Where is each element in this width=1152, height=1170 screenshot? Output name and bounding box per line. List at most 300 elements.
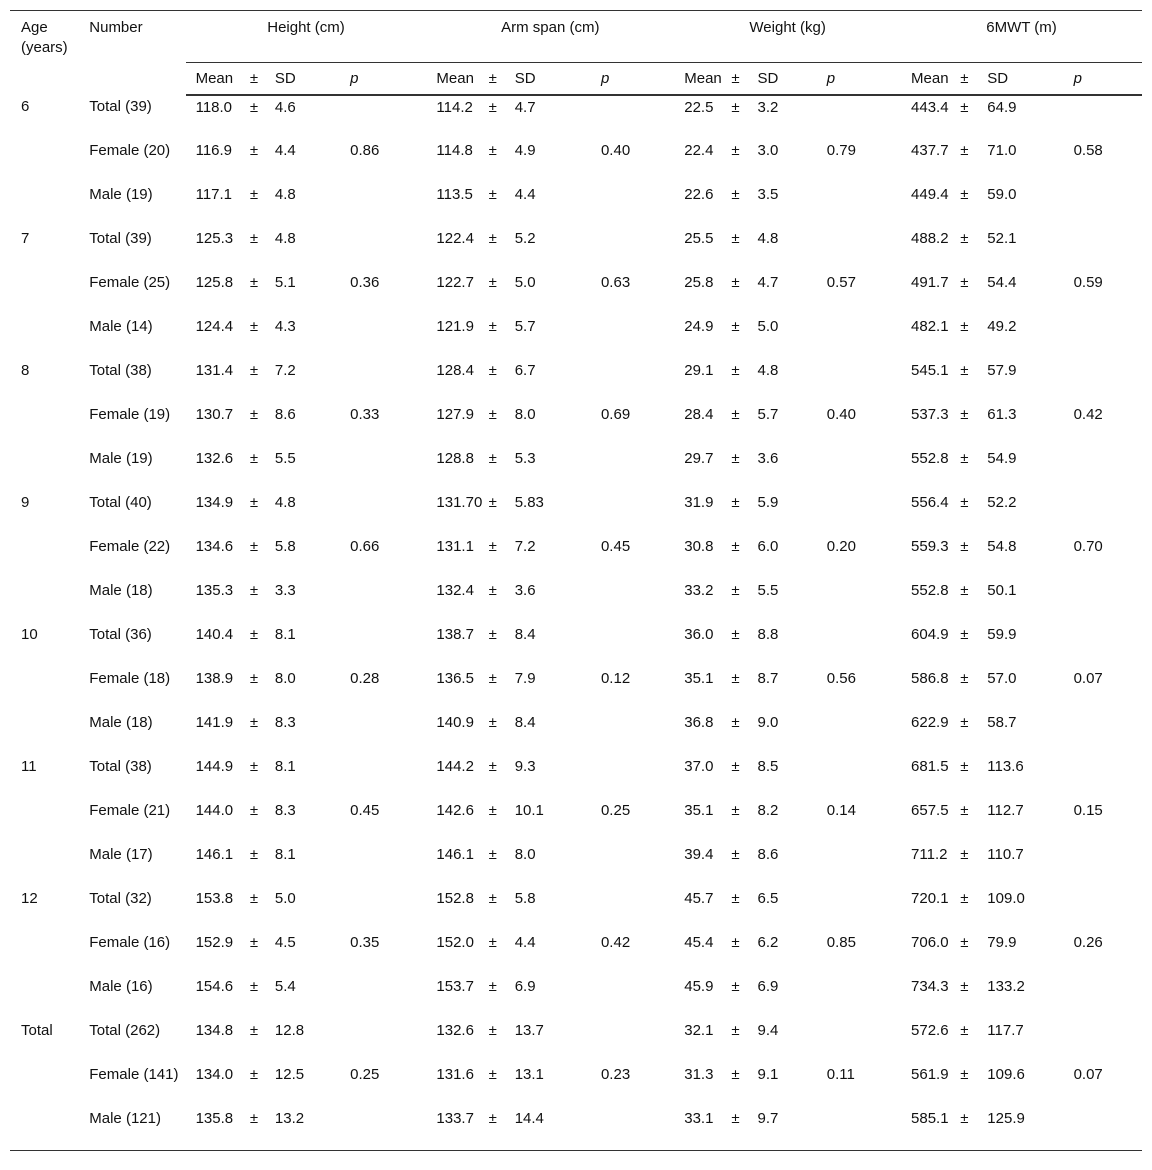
cell-mean: 144.0	[195, 801, 234, 819]
header-height: Height (cm)	[186, 11, 427, 63]
cell-plus-minus: ±	[731, 977, 740, 995]
cell-p-value	[601, 1019, 674, 1063]
cell-mean: 545.1	[911, 361, 949, 379]
table-row	[10, 447, 1142, 491]
cell-p-value: 0.58	[1073, 141, 1103, 159]
cell-plus-minus: ±	[731, 98, 740, 116]
cell-mean: 22.6	[684, 185, 714, 203]
cell-mean: 25.5	[684, 229, 714, 247]
cell-p-value	[1074, 623, 1142, 667]
cell-plus-minus: ±	[249, 977, 259, 995]
cell-sd: 6.2	[757, 933, 779, 951]
cell-plus-minus: ±	[731, 845, 740, 863]
cell-sd: 8.3	[274, 713, 296, 731]
cell-sd: 58.7	[987, 713, 1017, 731]
cell-mean: 443.4	[911, 98, 949, 116]
table-row	[10, 359, 1142, 403]
subheader-plus-minus: ±	[731, 63, 757, 95]
cell-age	[10, 843, 89, 887]
cell-sd: 8.2	[757, 801, 779, 819]
cell-mean: 136.5	[436, 669, 474, 687]
cell-mean: 720.1	[911, 889, 949, 907]
cell-plus-minus: ±	[960, 625, 969, 643]
cell-number: Male (19)	[89, 449, 153, 467]
cell-mean: 437.7	[911, 141, 949, 159]
cell-mean: 45.4	[684, 933, 714, 951]
cell-p-value: 0.56	[826, 669, 856, 687]
cell-sd: 8.0	[514, 845, 536, 863]
cell-sd: 8.0	[514, 405, 536, 423]
cell-plus-minus: ±	[960, 1107, 987, 1151]
cell-p-value	[827, 447, 901, 491]
cell-p-value: 0.07	[1073, 669, 1103, 687]
cell-sd: 5.0	[757, 317, 779, 335]
cell-plus-minus: ±	[488, 625, 497, 643]
cell-sd: 9.7	[758, 1107, 827, 1151]
cell-mean: 131.1	[436, 537, 474, 555]
cell-mean: 153.7	[436, 977, 474, 995]
cell-sd: 3.6	[514, 581, 536, 599]
cell-mean: 144.2	[436, 757, 474, 775]
table-row	[10, 931, 1142, 975]
cell-p-value	[1074, 1019, 1142, 1063]
table-row	[10, 315, 1142, 359]
cell-sd: 7.2	[514, 537, 536, 555]
cell-p-value: 0.40	[600, 141, 631, 159]
cell-p-value: 0.57	[826, 273, 856, 291]
cell-plus-minus: ±	[488, 1021, 497, 1039]
cell-plus-minus: ±	[731, 801, 740, 819]
cell-mean: 482.1	[911, 317, 949, 335]
cell-sd: 8.1	[274, 757, 296, 775]
cell-sd: 8.6	[757, 845, 779, 863]
cell-p-value: 0.42	[1073, 405, 1103, 423]
cell-p-value: 0.66	[350, 537, 380, 555]
cell-plus-minus: ±	[488, 493, 497, 511]
cell-sd: 4.4	[514, 933, 536, 951]
cell-sd: 4.8	[757, 361, 779, 379]
cell-p-value	[601, 315, 674, 359]
cell-sd: 10.1	[514, 801, 544, 819]
cell-sd: 117.7	[987, 1021, 1024, 1039]
cell-sd: 9.3	[514, 757, 536, 775]
cell-p-value	[827, 1107, 901, 1151]
cell-number: Total (39)	[89, 229, 152, 247]
subheader-sd: SD	[758, 63, 827, 95]
cell-p-value	[601, 887, 674, 931]
cell-sd: 61.3	[987, 405, 1017, 423]
cell-p-value	[1074, 447, 1142, 491]
cell-p-value	[350, 315, 426, 359]
cell-mean: 121.9	[436, 317, 474, 335]
subheader-p-value: p	[350, 63, 426, 95]
cell-sd: 5.0	[514, 273, 536, 291]
cell-mean: 133.7	[426, 1107, 488, 1151]
cell-mean: 491.7	[911, 273, 949, 291]
cell-mean: 132.6	[195, 449, 234, 467]
cell-sd: 7.2	[274, 361, 296, 379]
cell-age	[10, 139, 89, 183]
cell-p-value	[350, 843, 426, 887]
cell-plus-minus: ±	[731, 757, 740, 775]
cell-p-value	[1074, 711, 1142, 755]
cell-sd: 5.1	[274, 273, 296, 291]
cell-p-value	[601, 975, 674, 1019]
cell-mean: 152.8	[436, 889, 474, 907]
header-number: Number	[89, 11, 185, 95]
cell-mean: 152.9	[195, 933, 234, 951]
cell-p-value	[827, 579, 901, 623]
cell-mean: 22.4	[684, 141, 714, 159]
cell-sd: 5.7	[757, 405, 779, 423]
cell-p-value	[350, 975, 426, 1019]
cell-mean: 140.4	[195, 625, 234, 643]
cell-sd: 4.8	[274, 185, 296, 203]
cell-p-value	[827, 359, 901, 403]
cell-mean: 572.6	[911, 1021, 949, 1039]
cell-p-value	[1074, 183, 1142, 227]
cell-mean: 552.8	[911, 449, 949, 467]
cell-number: Total (39)	[89, 97, 152, 115]
cell-p-value: 0.63	[600, 273, 631, 291]
cell-mean: 134.9	[195, 493, 234, 511]
cell-p-value	[601, 491, 674, 535]
cell-number: Total (32)	[89, 889, 152, 907]
cell-mean: 130.7	[195, 405, 234, 423]
cell-age: 9	[21, 493, 30, 511]
cell-sd: 9.4	[757, 1021, 779, 1039]
cell-mean: 125.3	[195, 229, 234, 247]
cell-mean: 35.1	[684, 801, 714, 819]
cell-mean: 25.8	[684, 273, 714, 291]
cell-sd: 9.0	[757, 713, 779, 731]
cell-plus-minus: ±	[488, 98, 497, 116]
cell-plus-minus: ±	[249, 98, 259, 116]
cell-sd: 12.5	[274, 1065, 305, 1083]
cell-p-value	[1074, 359, 1142, 403]
cell-mean: 33.2	[684, 581, 714, 599]
cell-mean: 144.9	[195, 757, 234, 775]
cell-plus-minus: ±	[731, 1021, 740, 1039]
cell-age: 11	[21, 757, 37, 775]
cell-p-value	[1074, 579, 1142, 623]
cell-number: Male (121)	[89, 1107, 185, 1151]
cell-sd: 3.0	[757, 141, 779, 159]
cell-p-value	[601, 1107, 674, 1151]
cell-p-value	[601, 579, 674, 623]
cell-p-value: 0.20	[826, 537, 856, 555]
cell-sd: 4.4	[514, 185, 536, 203]
cell-plus-minus: ±	[249, 317, 259, 335]
cell-mean: 131.70	[436, 493, 483, 511]
cell-p-value	[350, 711, 426, 755]
cell-plus-minus: ±	[960, 98, 969, 116]
cell-age	[10, 579, 89, 623]
cell-plus-minus: ±	[249, 889, 259, 907]
cell-mean: 141.9	[195, 713, 234, 731]
header-arm-span: Arm span (cm)	[426, 11, 674, 63]
cell-sd: 8.4	[514, 625, 536, 643]
cell-number: Female (20)	[89, 141, 171, 159]
cell-mean: 113.5	[436, 185, 473, 203]
cell-plus-minus: ±	[488, 801, 497, 819]
cell-mean: 122.4	[436, 229, 474, 247]
cell-sd: 109.0	[987, 889, 1025, 907]
cell-p-value: 0.86	[350, 141, 380, 159]
cell-mean: 131.4	[195, 361, 234, 379]
subheader-p-value: p	[1074, 63, 1142, 95]
cell-plus-minus: ±	[731, 229, 740, 247]
cell-age	[10, 403, 89, 447]
cell-plus-minus: ±	[249, 449, 259, 467]
cell-sd: 8.8	[757, 625, 779, 643]
cell-age	[10, 975, 89, 1019]
cell-plus-minus: ±	[249, 185, 259, 203]
cell-sd: 6.9	[514, 977, 536, 995]
cell-plus-minus: ±	[960, 229, 969, 247]
cell-plus-minus: ±	[488, 1065, 497, 1083]
cell-age: 8	[21, 361, 30, 379]
cell-p-value	[1074, 755, 1142, 799]
table-row	[10, 887, 1142, 931]
cell-sd: 125.9	[987, 1107, 1073, 1151]
cell-plus-minus: ±	[960, 669, 969, 687]
cell-plus-minus: ±	[960, 581, 969, 599]
cell-mean: 30.8	[684, 537, 714, 555]
cell-sd: 4.8	[274, 493, 296, 511]
cell-mean: 35.1	[684, 669, 714, 687]
cell-sd: 112.7	[987, 801, 1024, 819]
cell-plus-minus: ±	[731, 141, 740, 159]
cell-mean: 29.1	[684, 361, 714, 379]
cell-mean: 142.6	[436, 801, 474, 819]
cell-sd: 4.4	[274, 141, 296, 159]
cell-mean: 152.0	[436, 933, 474, 951]
subheader-sd: SD	[515, 63, 601, 95]
cell-mean: 122.7	[436, 273, 474, 291]
cell-p-value	[827, 491, 901, 535]
cell-p-value: 0.42	[600, 933, 631, 951]
cell-p-value: 0.25	[600, 801, 631, 819]
cell-p-value	[827, 887, 901, 931]
cell-plus-minus: ±	[488, 977, 497, 995]
cell-sd: 9.1	[757, 1065, 779, 1083]
cell-mean: 134.0	[195, 1065, 234, 1083]
cell-p-value	[827, 227, 901, 271]
cell-plus-minus: ±	[488, 405, 497, 423]
cell-p-value	[1074, 95, 1142, 139]
cell-mean: 146.1	[436, 845, 474, 863]
cell-p-value	[1074, 843, 1142, 887]
cell-sd: 3.3	[274, 581, 296, 599]
cell-plus-minus: ±	[960, 493, 969, 511]
cell-plus-minus: ±	[960, 845, 969, 863]
cell-sd: 13.1	[514, 1065, 544, 1083]
cell-sd: 3.5	[757, 185, 779, 203]
cell-mean: 118.0	[195, 98, 233, 116]
cell-plus-minus: ±	[960, 933, 969, 951]
cell-sd: 110.7	[987, 845, 1024, 863]
cell-mean: 128.4	[436, 361, 474, 379]
subheader-plus-minus: ±	[960, 63, 987, 95]
cell-plus-minus: ±	[488, 757, 497, 775]
cell-mean: 537.3	[911, 405, 949, 423]
cell-sd: 133.2	[987, 977, 1025, 995]
cell-sd: 7.9	[514, 669, 536, 687]
cell-mean: 657.5	[911, 801, 949, 819]
table-row	[10, 491, 1142, 535]
cell-mean: 124.4	[195, 317, 234, 335]
cell-plus-minus: ±	[731, 185, 740, 203]
cell-p-value	[827, 95, 901, 139]
cell-number: Male (18)	[89, 581, 153, 599]
cell-sd: 8.1	[274, 625, 296, 643]
subheader-mean: Mean	[901, 63, 960, 95]
cell-p-value	[350, 491, 426, 535]
cell-plus-minus: ±	[488, 361, 497, 379]
cell-mean: 31.3	[684, 1065, 714, 1083]
cell-plus-minus: ±	[960, 405, 969, 423]
cell-sd: 5.83	[514, 493, 544, 511]
cell-plus-minus: ±	[488, 449, 497, 467]
cell-plus-minus: ±	[249, 625, 259, 643]
cell-p-value	[601, 359, 674, 403]
cell-mean: 134.6	[195, 537, 234, 555]
cell-plus-minus: ±	[488, 889, 497, 907]
cell-sd: 4.8	[757, 229, 779, 247]
cell-number: Male (16)	[89, 977, 153, 995]
cell-age: 10	[21, 625, 38, 643]
cell-sd: 4.9	[514, 141, 536, 159]
cell-sd: 4.3	[274, 317, 296, 335]
cell-plus-minus: ±	[488, 669, 497, 687]
cell-plus-minus: ±	[731, 625, 740, 643]
cell-number: Male (18)	[89, 713, 153, 731]
cell-p-value	[1074, 227, 1142, 271]
cell-mean: 114.8	[436, 141, 473, 159]
cell-sd: 57.9	[987, 361, 1017, 379]
cell-plus-minus: ±	[731, 449, 740, 467]
cell-plus-minus: ±	[731, 361, 740, 379]
cell-p-value	[350, 1019, 426, 1063]
cell-sd: 5.5	[274, 449, 296, 467]
cell-number: Total (40)	[89, 493, 152, 511]
cell-plus-minus: ±	[488, 141, 497, 159]
cell-plus-minus: ±	[249, 361, 259, 379]
cell-plus-minus: ±	[731, 933, 740, 951]
cell-sd: 4.6	[274, 98, 296, 116]
cell-sd: 3.6	[757, 449, 779, 467]
table-row	[10, 1107, 1142, 1151]
cell-p-value	[1074, 1107, 1142, 1151]
cell-plus-minus: ±	[960, 1065, 969, 1083]
cell-mean: 488.2	[911, 229, 949, 247]
table-row	[10, 579, 1142, 623]
cell-mean: 138.7	[436, 625, 474, 643]
cell-plus-minus: ±	[488, 317, 497, 335]
cell-mean: 146.1	[195, 845, 234, 863]
cell-mean: 734.3	[911, 977, 949, 995]
subheader-plus-minus: ±	[489, 63, 515, 95]
cell-mean: 128.8	[436, 449, 474, 467]
cell-plus-minus: ±	[731, 537, 740, 555]
cell-p-value	[350, 755, 426, 799]
cell-p-value	[350, 579, 426, 623]
cell-mean: 138.9	[195, 669, 234, 687]
cell-mean: 45.7	[684, 889, 714, 907]
cell-plus-minus: ±	[960, 537, 969, 555]
cell-age	[10, 711, 89, 755]
cell-sd: 4.8	[274, 229, 296, 247]
cell-p-value	[601, 183, 674, 227]
cell-p-value	[350, 359, 426, 403]
cell-plus-minus: ±	[249, 1065, 259, 1083]
cell-plus-minus: ±	[731, 581, 740, 599]
subheader-mean: Mean	[426, 63, 488, 95]
cell-sd: 5.5	[757, 581, 779, 599]
table-row	[10, 95, 1142, 139]
cell-mean: 561.9	[911, 1065, 949, 1083]
cell-p-value: 0.26	[1073, 933, 1103, 951]
cell-mean: 22.5	[684, 98, 714, 116]
cell-plus-minus: ±	[731, 493, 740, 511]
cell-plus-minus: ±	[249, 801, 259, 819]
cell-plus-minus: ±	[731, 669, 740, 687]
cell-plus-minus: ±	[249, 537, 259, 555]
cell-plus-minus: ±	[731, 713, 740, 731]
cell-plus-minus: ±	[250, 1107, 275, 1151]
table-row	[10, 227, 1142, 271]
cell-plus-minus: ±	[488, 229, 497, 247]
cell-sd: 13.2	[275, 1107, 350, 1151]
cell-p-value: 0.25	[350, 1065, 380, 1083]
cell-plus-minus: ±	[249, 141, 259, 159]
cell-plus-minus: ±	[488, 933, 497, 951]
cell-mean: 586.8	[911, 669, 949, 687]
header-weight: Weight (kg)	[674, 11, 901, 63]
cell-mean: 552.8	[911, 581, 949, 599]
cell-sd: 8.7	[757, 669, 779, 687]
cell-age	[10, 183, 89, 227]
cell-mean: 33.1	[674, 1107, 731, 1151]
cell-sd: 109.6	[987, 1065, 1025, 1083]
cell-plus-minus: ±	[960, 713, 969, 731]
cell-mean: 556.4	[911, 493, 949, 511]
cell-plus-minus: ±	[489, 1107, 515, 1151]
cell-mean: 28.4	[684, 405, 714, 423]
cell-sd: 5.3	[514, 449, 536, 467]
cell-sd: 8.6	[274, 405, 296, 423]
cell-mean: 45.9	[684, 977, 714, 995]
cell-sd: 6.7	[514, 361, 536, 379]
cell-number: Total (38)	[89, 757, 152, 775]
cell-mean: 125.8	[195, 273, 234, 291]
cell-sd: 12.8	[274, 1021, 305, 1039]
cell-p-value: 0.15	[1073, 801, 1103, 819]
cell-number: Female (22)	[89, 537, 171, 555]
table-row	[10, 711, 1142, 755]
cell-sd: 8.5	[757, 757, 779, 775]
cell-plus-minus: ±	[488, 273, 497, 291]
cell-number: Male (14)	[89, 317, 153, 335]
cell-number: Female (16)	[89, 933, 171, 951]
cell-number: Total (36)	[89, 625, 152, 643]
cell-sd: 5.9	[757, 493, 779, 511]
subheader-p-value: p	[827, 63, 901, 95]
cell-sd: 6.9	[757, 977, 779, 995]
cell-plus-minus: ±	[731, 889, 740, 907]
cell-p-value	[601, 95, 674, 139]
